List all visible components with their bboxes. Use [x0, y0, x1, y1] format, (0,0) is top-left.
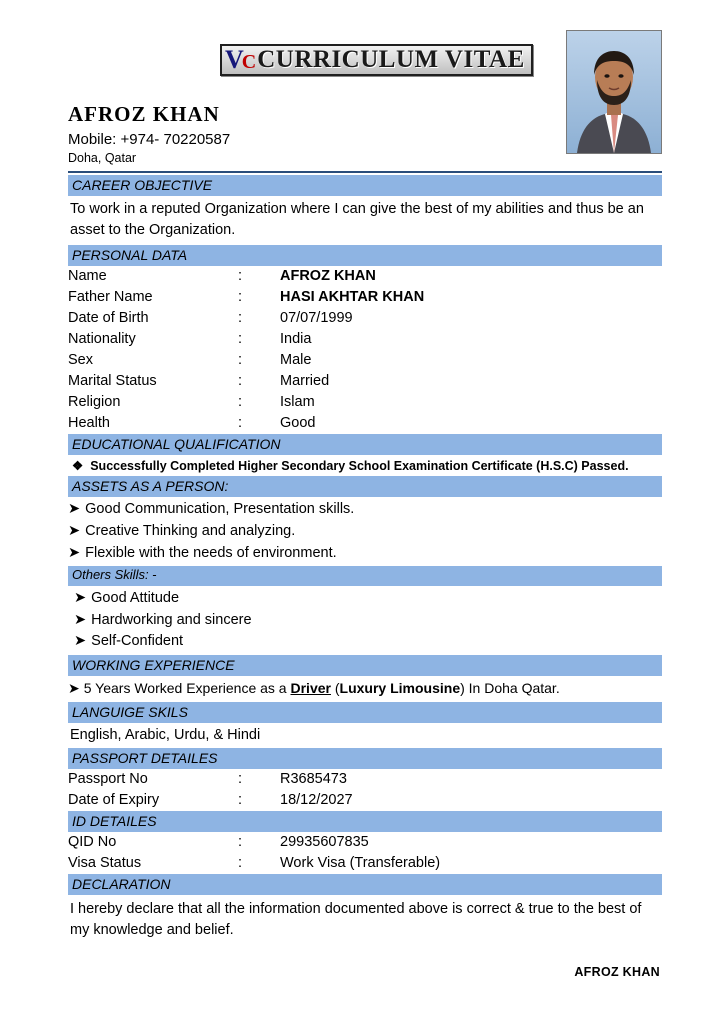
table-row — [68, 266, 662, 287]
arrow-bullet-icon: ➤ — [68, 501, 81, 518]
section-heading-passport-details: PASSPORT DETAILES — [68, 748, 662, 769]
table-row — [68, 832, 662, 853]
career-objective-text: To work in a reputed Organization where I can give the best of my abilities and thus be an asset to the Organization. — [70, 201, 644, 239]
declaration-text: I hereby declare that all the information documented above is correct & true to the best of my knowledge and belief. — [70, 901, 642, 939]
section-heading-id-details: ID DETAILES — [68, 811, 662, 832]
row-label: Date of Expiry — [68, 791, 160, 808]
list-item-label: Good Attitude — [91, 590, 180, 607]
id-details-table — [68, 832, 662, 874]
assets-list — [68, 497, 662, 566]
row-value: R3685473 — [280, 770, 347, 787]
row-value: HASI AKHTAR KHAN — [280, 289, 425, 306]
table-row — [68, 769, 662, 790]
row-value: Male — [280, 352, 312, 369]
section-heading-language-skills: LANGUIGE SKILS — [68, 702, 662, 723]
row-label: QID No — [68, 833, 117, 850]
arrow-bullet-icon: ➤ — [74, 611, 87, 628]
education-item — [68, 455, 662, 476]
section-heading-personal-data: PERSONAL DATA — [68, 245, 662, 266]
row-colon: : — [238, 352, 243, 369]
row-value: India — [280, 331, 312, 348]
signature-name: AFROZ KHAN — [574, 965, 660, 980]
list-item — [68, 521, 662, 543]
logo-letter-c: C — [241, 51, 255, 74]
document-body — [68, 22, 662, 979]
experience-role: Driver — [290, 679, 331, 696]
list-item-label: Self-Confident — [91, 633, 184, 650]
row-colon: : — [238, 331, 243, 348]
personal-data-table — [68, 266, 662, 434]
row-label: Date of Birth — [68, 310, 149, 327]
diamond-bullet-icon: ❖ — [72, 459, 84, 474]
list-item-label: Flexible with the needs of environment. — [85, 544, 337, 561]
table-row — [68, 308, 662, 329]
row-label: Passport No — [68, 770, 148, 787]
experience-prefix: 5 Years Worked Experience as a — [83, 679, 291, 696]
arrow-bullet-icon: ➤ — [68, 544, 81, 561]
location: Doha, Qatar — [68, 151, 137, 165]
table-row — [68, 790, 662, 811]
row-value: Islam — [280, 394, 315, 411]
row-colon: : — [238, 791, 243, 808]
row-colon: : — [238, 394, 243, 411]
row-value: 29935607835 — [280, 833, 369, 850]
list-item — [68, 631, 662, 653]
education-item-text: Successfully Completed Higher Secondary School Examination Certificate (H.S.C) Passed. — [90, 459, 629, 474]
row-value: 18/12/2027 — [280, 791, 353, 808]
row-value: AFROZ KHAN — [280, 268, 376, 285]
arrow-bullet-icon: ➤ — [74, 633, 87, 650]
working-experience-item — [68, 676, 662, 702]
row-value: 07/07/1999 — [280, 310, 353, 327]
logo-letter-v: V — [225, 45, 242, 75]
portrait-photo-icon — [567, 31, 661, 153]
others-skills-list — [68, 586, 662, 655]
arrow-bullet-icon: ➤ — [74, 590, 87, 607]
section-heading-declaration: DECLARATION — [68, 874, 662, 895]
experience-vehicle: Luxury Limousine — [339, 679, 461, 696]
experience-suffix: ) In Doha Qatar. — [460, 679, 560, 696]
row-colon: : — [238, 770, 243, 787]
row-value: Good — [280, 415, 316, 432]
row-label: Nationality — [68, 331, 136, 348]
list-item-label: Good Communication, Presentation skills. — [85, 501, 355, 518]
working-experience-text — [84, 679, 560, 698]
row-colon: : — [238, 854, 243, 871]
row-value: Married — [280, 373, 330, 390]
list-item — [68, 543, 662, 565]
table-row — [68, 287, 662, 308]
resume-header — [68, 22, 662, 167]
list-item — [68, 499, 662, 521]
section-heading-assets-as-a-person: ASSETS AS A PERSON: — [68, 476, 662, 497]
row-colon: : — [238, 415, 243, 432]
row-label: Father Name — [68, 289, 153, 306]
experience-mid: ( — [330, 679, 340, 696]
table-row — [68, 329, 662, 350]
row-label: Religion — [68, 394, 121, 411]
row-colon: : — [238, 310, 243, 327]
passport-details-table — [68, 769, 662, 811]
row-value: Work Visa (Transferable) — [280, 854, 441, 871]
row-label: Visa Status — [68, 854, 142, 871]
row-label: Marital Status — [68, 373, 157, 390]
header-divider — [68, 171, 662, 173]
list-item — [68, 588, 662, 610]
row-colon: : — [238, 289, 243, 306]
table-row — [68, 853, 662, 874]
section-heading-career-objective: CAREER OBJECTIVE — [68, 175, 662, 196]
curriculum-vitae-banner — [220, 44, 533, 76]
row-label: Sex — [68, 352, 93, 369]
mobile-number: Mobile: +974- 70220587 — [68, 131, 231, 148]
row-label: Health — [68, 415, 110, 432]
section-heading-educational-qualification: EDUCATIONAL QUALIFICATION — [68, 434, 662, 455]
table-row — [68, 413, 662, 434]
list-item — [68, 610, 662, 632]
cv-monogram-logo — [224, 47, 257, 73]
row-colon: : — [238, 268, 243, 285]
row-colon: : — [238, 833, 243, 850]
list-item-label: Creative Thinking and analyzing. — [85, 522, 296, 539]
banner-title: CURRICULUM VITAE — [257, 46, 525, 73]
section-heading-others-skills: Others Skills: - — [68, 566, 662, 586]
arrow-bullet-icon: ➤ — [68, 522, 81, 539]
row-label: Name — [68, 268, 107, 285]
page-title: AFROZ KHAN — [68, 102, 220, 126]
section-heading-working-experience: WORKING EXPERIENCE — [68, 655, 662, 676]
list-item-label: Hardworking and sincere — [91, 611, 252, 628]
contact-block — [68, 102, 230, 165]
table-row — [68, 392, 662, 413]
row-colon: : — [238, 373, 243, 390]
table-row — [68, 350, 662, 371]
arrow-bullet-icon: ➤ — [68, 679, 80, 696]
table-row — [68, 371, 662, 392]
language-skills-text: English, Arabic, Urdu, & Hindi — [70, 726, 261, 743]
avatar — [566, 30, 662, 154]
